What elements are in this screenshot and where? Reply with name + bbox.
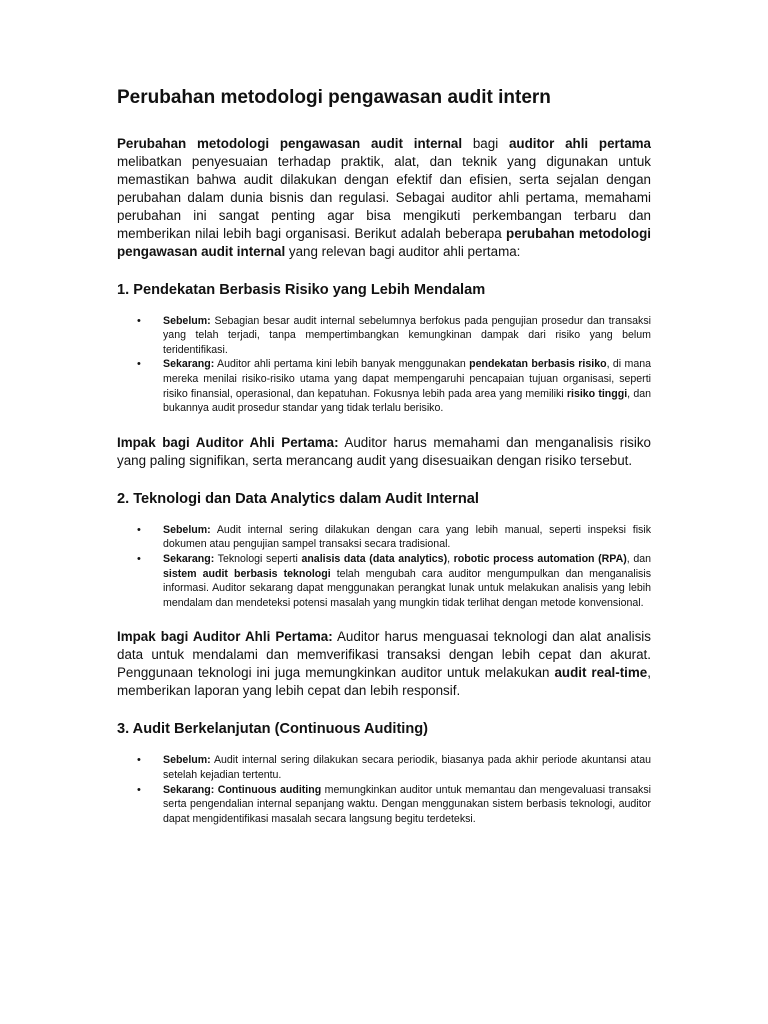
section-2-now-text-4: telah mengubah cara auditor mengumpulkan dan menganalisis informasi. Auditor sekarang dapat menggunakan perangkat lunak untuk melakukan analisis yang lebih mendalam dan mendeteksi potensi masalah yang mungkin tidak terlihat dengan metode konvensional. — [163, 567, 652, 609]
section-2-now-bold-3: sistem audit berbasis teknologi — [163, 567, 331, 580]
section-1-now-item — [163, 357, 651, 415]
section-1-heading: 1. Pendekatan Berbasis Risiko yang Lebih Mendalam — [117, 281, 486, 298]
section-1-now-bold-2: risiko tinggi — [566, 387, 628, 400]
section-2-heading: 2. Teknologi dan Data Analytics dalam Audit Internal — [117, 490, 479, 507]
intro-text-1: bagi — [462, 135, 509, 151]
section-2-impact-text-2: , memberikan laporan yang lebih cepat dan lebih responsif. — [117, 665, 651, 699]
section-3-before-label: Sebelum: — [163, 754, 211, 767]
section-3-now-label: Sekarang: — [163, 783, 215, 796]
section-2-before-label: Sebelum: — [163, 523, 211, 536]
section-2-before-item — [163, 523, 651, 552]
section-2-now-bold-2: robotic process automation (RPA) — [453, 552, 627, 565]
section-2-now-label: Sekarang: — [163, 552, 215, 565]
section-2-now-item — [163, 552, 651, 610]
section-2-now-text-3: , dan — [626, 552, 651, 565]
section-3-heading: 3. Audit Berkelanjutan (Continuous Auditing) — [117, 721, 429, 738]
section-1-now-text-1: Auditor ahli pertama kini lebih banyak menggunakan — [214, 358, 470, 371]
section-1-now-text-3: , dan bukannya audit prosedur standar yang tidak terlalu berisiko. — [163, 387, 651, 415]
section-3-now-item — [163, 783, 651, 827]
section-1-before-label: Sebelum: — [163, 314, 211, 327]
intro-bold-2: auditor ahli pertama — [508, 135, 651, 151]
section-1-impact-label: Impak bagi Auditor Ahli Pertama: — [117, 434, 339, 450]
section-2-bullets — [117, 523, 651, 611]
intro-bold-1: Perubahan metodologi pengawasan audit internal — [117, 135, 463, 151]
section-1-before-text: Sebagian besar audit internal sebelumnya berfokus pada pengujian prosedur dan transaksi yang telah terjadi, tanpa mempertimbangkan kemungkinan dampak dari risiko yang belum teridentifikasi. — [163, 314, 651, 356]
section-2-impact-label: Impak bagi Auditor Ahli Pertama: — [117, 629, 333, 645]
section-2-impact-text-1: Auditor harus menguasai teknologi dan alat analisis data untuk mendalami dan memverifikasi transaksi dengan lebih cepat dan akurat. Penggunaan teknologi ini juga memungkinkan auditor untuk melakukan — [117, 629, 651, 681]
section-3-before-item — [163, 753, 651, 782]
section-1-now-text-2: , di mana mereka menilai risiko-risiko utama yang dapat mempengaruhi pencapaian tujuan organisasi, seperti risiko finansial, operasional, dan kepatuhan. Fokusnya lebih pada area yang memiliki — [163, 358, 651, 400]
section-2-impact-bold-1: audit real-time — [554, 665, 648, 681]
section-3-now-text-1: memungkinkan auditor untuk memantau dan mengevaluasi transaksi serta pengendalian internal sepanjang waktu. Dengan menggunakan sistem berbasis teknologi, auditor dapat mengidentifikasi masalah secara langsung begitu terdeteksi. — [163, 783, 652, 825]
section-1-before-item — [163, 314, 651, 358]
intro-text-2: melibatkan penyesuaian terhadap praktik, alat, dan teknik yang digunakan untuk memastikan bahwa audit dilakukan dengan efektif dan efisien, serta sejalan dengan perubahan dalam dunia bisnis dan regulasi. Sebagai auditor ahli pertama, memahami perubahan ini sangat penting agar bisa mengikuti perkembangan terbaru dan memberikan nilai lebih bagi organisasi. Berikut adalah beberapa — [117, 153, 651, 241]
section-1-now-label: Sekarang: — [163, 358, 215, 371]
section-1-bullets — [117, 314, 651, 416]
intro-paragraph — [117, 135, 651, 261]
intro-bold-3: perubahan metodologi pengawasan audit internal — [117, 225, 651, 259]
section-3-before-text: Audit internal sering dilakukan secara periodik, biasanya pada akhir periode akuntansi atau setelah kejadian tertentu. — [163, 754, 651, 781]
document-title: Perubahan metodologi pengawasan audit intern — [117, 87, 551, 108]
section-2-now-text-1: Teknologi seperti — [214, 552, 302, 565]
section-2-now-bold-1: analisis data (data analytics) — [301, 552, 448, 565]
section-2-before-text: Audit internal sering dilakukan dengan cara yang lebih manual, seperti inspeksi fisik dokumen atau pengujian sampel transaksi secara tradisional. — [163, 523, 651, 551]
section-2-now-text-2: , — [447, 552, 454, 565]
section-3-now-bold-1: Continuous auditing — [214, 783, 322, 796]
section-1-now-bold-1: pendekatan berbasis risiko — [469, 358, 607, 371]
section-3-bullets — [117, 753, 651, 826]
section-1-impact — [117, 434, 651, 470]
section-2-impact — [117, 628, 651, 700]
section-1-impact-text: Auditor harus memahami dan menganalisis risiko yang paling signifikan, serta merancang audit yang disesuaikan dengan risiko tersebut. — [117, 434, 651, 468]
intro-text-3: yang relevan bagi auditor ahli pertama: — [285, 243, 521, 259]
